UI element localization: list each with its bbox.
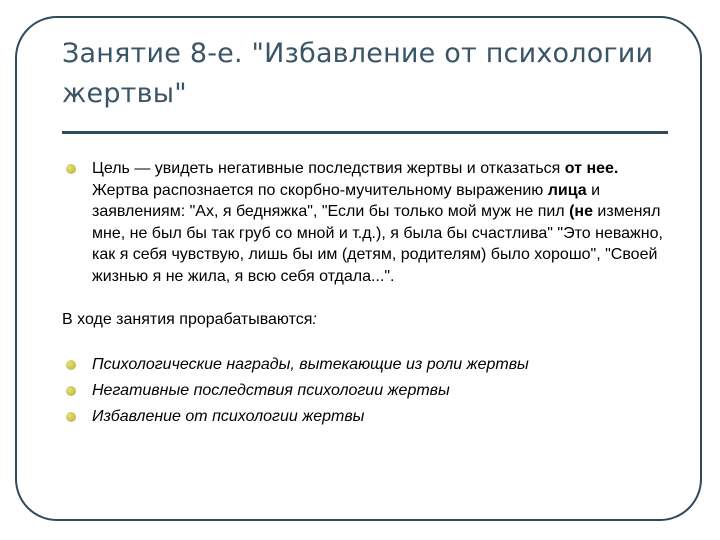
bullet-icon [66,360,76,370]
slide-body [62,158,672,430]
slide-title: Занятие 8-е. "Избавление от психологии жертвы" [62,38,654,109]
goal-bullet [62,158,672,287]
goal-text-part: Цель — увидеть негативные последствия жертвы и отказаться [92,160,565,177]
intro-line [62,309,672,331]
intro-colon: : [312,311,317,328]
bullet-icon [66,164,76,174]
goal-bold-part: (не [569,203,593,220]
bullet-icon [66,386,76,396]
goal-text-part: Жертва распознается по скорбно-мучительному выражению [92,181,548,199]
goal-bold-part: лица [547,181,587,199]
topics-list [62,352,672,430]
list-item [62,378,672,404]
list-item [62,404,672,430]
list-item-label: Негативные последствия психологии жертвы [92,382,450,399]
bullet-icon [66,412,76,422]
list-item-label: Избавление от психологии жертвы [92,408,365,425]
list-item-label: Психологические награды, вытекающие из роли жертвы [92,356,529,373]
goal-text-part: изменял мне, не был бы так груб со мной и т.д.), я была бы счастлива" "Это неважно, как я себя чувствую, лишь бы им (детям, родителям) было хорошо", "Своей жизнью я не жила, я всю себя отдала...". [92,203,663,285]
title-divider [62,131,668,134]
goal-bold-part: от нее. [564,160,619,177]
goal-text [92,158,672,287]
goal-text-part: и заявлениям: "Ах, я бедняжка", "Если бы только мой муж не пил [92,181,601,220]
intro-text: В ходе занятия прорабатываются [62,311,313,328]
list-item [62,352,672,378]
